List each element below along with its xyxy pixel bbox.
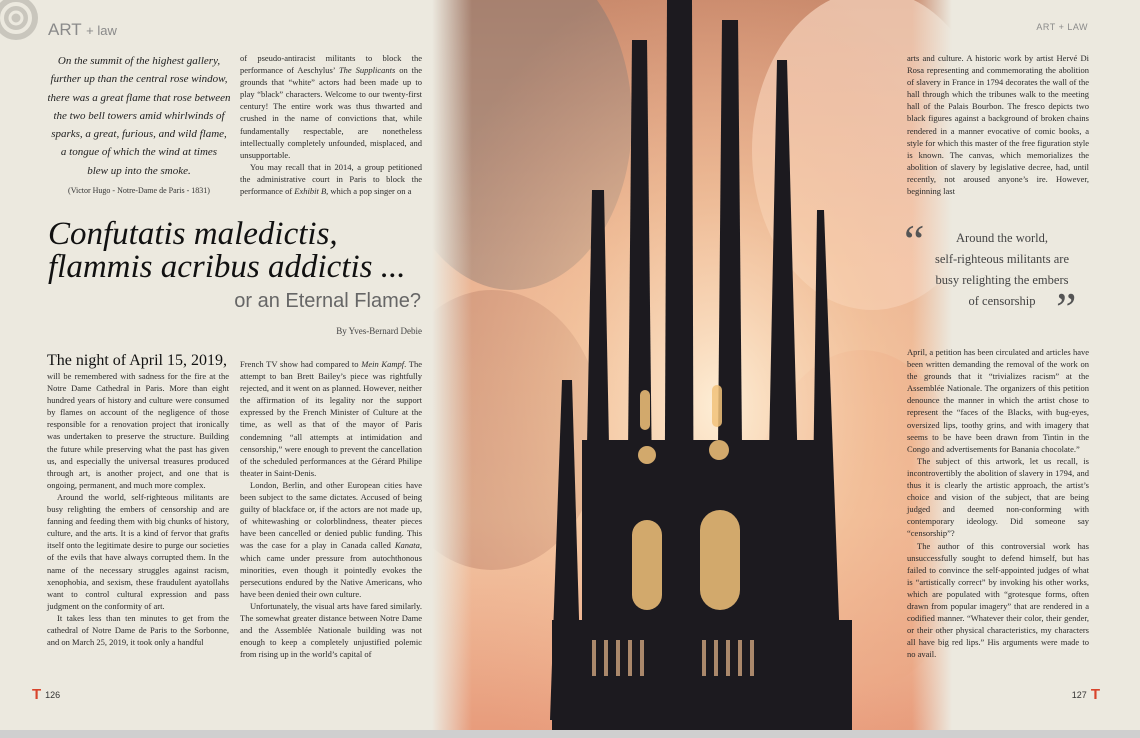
lead-line: The night of April 15, 2019, <box>47 352 227 369</box>
folio-right <box>1072 686 1100 703</box>
page-number-right: 127 <box>1071 689 1087 700</box>
pull-quote <box>900 215 1090 334</box>
pull-quote-line: self-righteous militants are <box>935 252 1069 266</box>
paragraph: London, Berlin, and other European cities have been subject to the same dictates. Accused of being guilty of blackface or, if the actors are not made up, of whitewashing or colorblindness, theater pieces have been cancelled or denied public funding. This was the case for a play in Canada called Kanata, which came under pressure from autochthonous minorities, even though it pointedly evokes the persecutions endured by the Native Americans, who have been denied their own culture. <box>240 479 422 599</box>
folio-left <box>32 686 60 703</box>
title-line-2: flammis acribus addictis ... <box>48 249 406 285</box>
right-bottom-column <box>907 346 1089 660</box>
section-header-left <box>48 20 117 40</box>
close-quote-mark: ” <box>1056 283 1077 334</box>
quote-line: further up than the central rose window, <box>50 73 228 86</box>
hugo-quote <box>44 52 234 180</box>
body-column-2 <box>240 358 422 660</box>
paragraph: April, a petition has been circulated and articles have been written demanding the removal of the work on the grounds that it “trivializes racism” at the Assemblée Nationale. The organizers of this petition denounce the manner in which the artist chose to represent the “faces of the Blacks, with bug-eyes, oversized lips, toothy grins, and with imagery that seems to be have been drawn from Tintin in the Congo and advertisements for Banania chocolate.” <box>907 347 1089 454</box>
quote-line: a tongue of which the wind at times <box>60 146 218 159</box>
paragraph: arts and culture. A historic work by artist Hervé Di Rosa representing and commemorating the abolition of slavery in France in 1794 decorates the wall of the hall through which the tribunes walk to the meeting hall of the Palais Bourbon. The fresco depicts two black figures against a background of broken chains rendered in a manner evocative of comic books, a style for which this master of the free figuration style is known. The canvas, which memorializes the abolition of slavery by legislative decree, had, until recently, not aroused anyone’s ire. However, beginning last <box>907 53 1089 197</box>
open-quote-mark: “ <box>904 215 925 266</box>
section-law-label: + law <box>86 23 117 38</box>
magazine-logo-icon: T <box>1090 686 1100 703</box>
paragraph: Unfortunately, the visual arts have fared similarly. The somewhat greater distance between Notre Dame and the Assemblée Nationale building was not enough to keep a completely unjustified polemic from rising up in the world’s capital of <box>240 600 422 660</box>
section-art-label: ART <box>48 20 82 39</box>
top-column-2 <box>240 52 422 197</box>
paragraph: Around the world, self-righteous militants are busy relighting the embers of censorship and are fanning and feeding them with big chunks of history, culture, and the arts. It is a kind of fervor that grafts itself onto the legitimate desire to purge our societies of the evils that have always corrupted them. In the name of the necessary struggles against racism, xenophobia, and sexism, these fraudulent ayatollahs want to control cultural expression and pass judgment on the conformity of art. <box>47 491 229 611</box>
section-header-right: ART + LAW <box>1036 22 1088 32</box>
paragraph: You may recall that in 2014, a group petitioned the administrative court in Paris to block the performance of Exhibit B, which a pop singer on a <box>240 161 422 197</box>
page-number-left: 126 <box>45 689 61 700</box>
article-title <box>48 218 406 284</box>
title-line-1: Confutatis maledictis, <box>48 216 338 252</box>
quote-line: blew up into the smoke. <box>87 164 191 177</box>
spire-fire-photo <box>432 0 952 738</box>
paragraph: The author of this controversial work has unsuccessfully sought to defend himself, but has failed to convince the self-appointed judges of what is “artistically correct” by invoking his other works, which are populated with “grotesque forms, often drawn from popular imagery” that are rendered in a codified manner. “Whatever their color, their gender, or their other physical characteristics, my characters all have big red lips.” His arguments were made to no avail. <box>907 540 1089 660</box>
byline: By Yves-Bernard Debie <box>336 326 422 336</box>
paragraph: will be remembered with sadness for the fire at the Notre Dame Cathedral in Paris. More than eight hundred years of history and culture were consumed by flames on account of the negligence of those responsible for a renovation project that ironically was undertaken to preserve the structure. Building the future while preserving what the past has given us, and especially the universal treasures produced through art, is another project, and one that is ongoing, permanent, and much more complex. <box>47 371 229 490</box>
magazine-logo-icon: T <box>32 686 42 703</box>
pull-quote-line: busy relighting the embers <box>935 273 1069 287</box>
quote-line: sparks, a great, furious, and wild flame, <box>51 128 227 141</box>
pull-quote-line: Around the world, <box>956 231 1048 245</box>
page-bottom-edge <box>0 730 1140 738</box>
pull-quote-line: of censorship <box>968 294 1036 308</box>
quote-line: the two bell towers amid whirlwinds of <box>53 109 225 122</box>
swirl-logo-icon <box>0 0 44 48</box>
paragraph: It takes less than ten minutes to get from the cathedral of Notre Dame de Paris to the Sorbonne, and on March 25, 2019, it took only a handful <box>47 612 229 648</box>
quote-citation: (Victor Hugo - Notre-Dame de Paris - 1831) <box>68 186 210 195</box>
paragraph: of pseudo-antiracist militants to block the performance of Aeschylus’ The Supplicants on the grounds that “white” actors had been made up to play “black” characters. Welcome to our twenty-first century! The entire work was thus thwarted and crushed in the name of convictions that, while fundamentally respectable, are nonetheless intellectually completely unfounded, misplaced, and unsupportable. <box>240 53 423 160</box>
quote-line: there was a great flame that rose between <box>47 91 231 104</box>
quote-line: On the summit of the highest gallery, <box>57 55 221 67</box>
article-subtitle: or an Eternal Flame? <box>234 290 421 312</box>
body-column-1 <box>47 352 229 648</box>
paragraph: French TV show had compared to Mein Kampf. The attempt to ban Brett Bailey’s piece was rightfully rejected, and it went on as planned. However, neither the affirmation of its legality nor the support expressed by the French Minister of Culture at the time, as well as that of the mayor of Paris condemning “all attempts at intimidation and censorship,” were enough to prevent the cancellation of the scheduled performances at the Gérard Philipe theater in Saint-Denis. <box>240 359 423 478</box>
right-top-column <box>907 52 1089 197</box>
paragraph: The subject of this artwork, let us recall, is incontrovertibly the abolition of slavery in 1794, and thus it is clearly the artistic approach, the artist’s choice and vision of the subject, that are being judged and deemed non-conforming with contemporary ideology. Did someone say “censorship”? <box>907 455 1089 539</box>
